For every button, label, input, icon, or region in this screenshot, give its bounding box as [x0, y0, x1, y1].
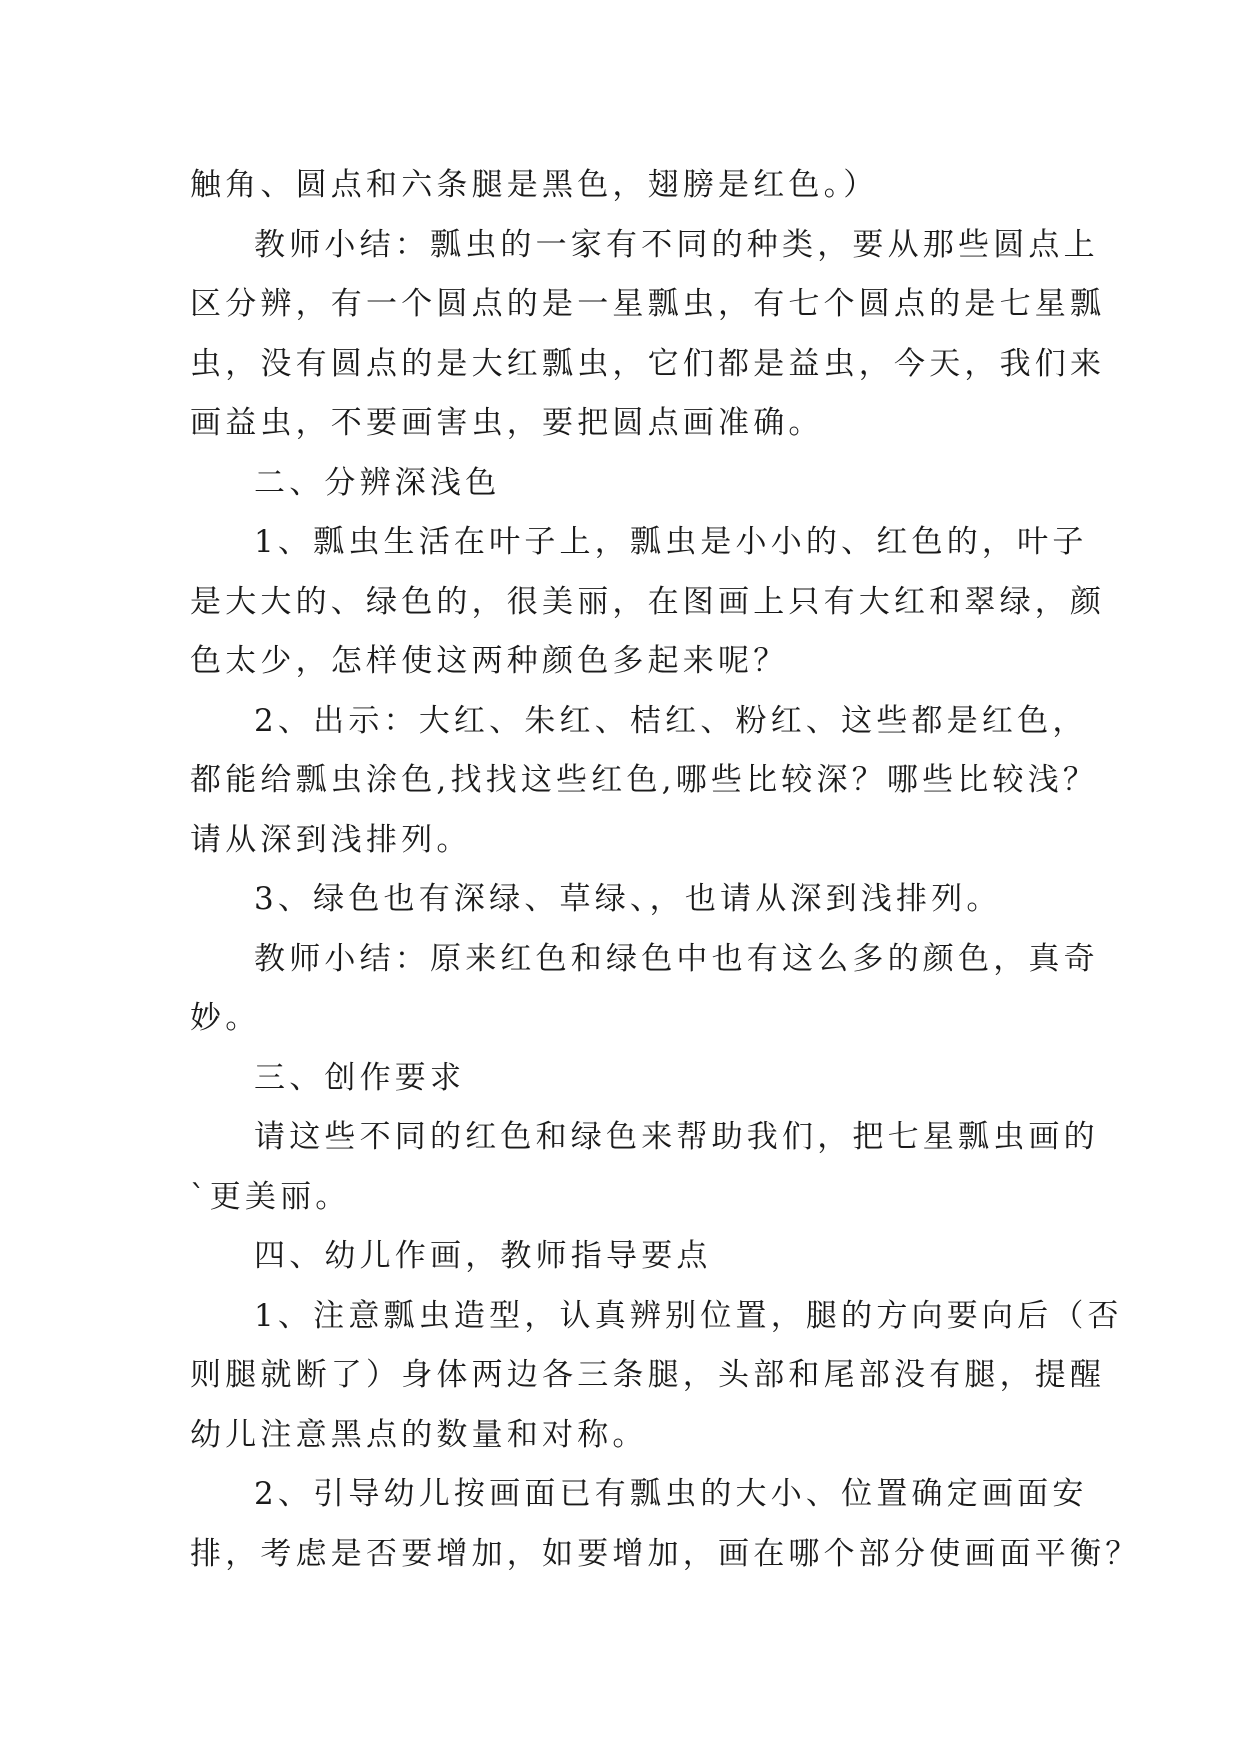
text-line-11: 都能给瓢虫涂色,找找这些红色,哪些比较深？哪些比较浅？: [190, 762, 1099, 798]
text-line-8: 是大大的、绿色的，很美丽，在图画上只有大红和翠绿，颜: [190, 584, 1106, 620]
text-line-9: 色太少，怎样使这两种颜色多起来呢？: [190, 643, 789, 679]
text-line-4: 虫，没有圆点的是大红瓢虫，它们都是益虫，今天，我们来: [190, 346, 1106, 382]
text-line-20: 1、注意瓢虫造型，认真辨别位置，腿的方向要向后（否: [254, 1298, 1123, 1334]
text-line-5: 画益虫，不要画害虫，要把圆点画准确。: [190, 405, 824, 441]
text-line-3: 区分辨，有一个圆点的是一星瓢虫，有七个圆点的是七星瓢: [190, 286, 1106, 322]
text-line-14: 教师小结：原来红色和绿色中也有这么多的颜色，真奇: [254, 941, 1099, 977]
text-line-24: 排，考虑是否要增加，如要增加，画在哪个部分使画面平衡？: [190, 1536, 1141, 1572]
text-line-7: 1、瓢虫生活在叶子上，瓢虫是小小的、红色的，叶子: [254, 524, 1088, 560]
text-line-17: 请这些不同的红色和绿色来帮助我们，把七星瓢虫画的: [254, 1119, 1099, 1155]
text-line-1: 触角、圆点和六条腿是黑色，翅膀是红色。）: [190, 167, 879, 203]
text-line-21: 则腿就断了）身体两边各三条腿，头部和尾部没有腿，提醒: [190, 1357, 1106, 1393]
text-line-10: 2、出示：大红、朱红、桔红、粉红、这些都是红色，: [254, 703, 1088, 739]
text-line-13: 3、绿色也有深绿、草绿、，也请从深到浅排列。: [254, 881, 1002, 917]
text-line-12: 请从深到浅排列。: [190, 822, 472, 858]
section-heading-3: 三、创作要求: [254, 1060, 466, 1096]
section-heading-2: 二、分辨深浅色: [254, 465, 501, 501]
text-line-22: 幼儿注意黑点的数量和对称。: [190, 1417, 648, 1453]
text-line-15: 妙。: [190, 1000, 261, 1036]
text-line-2: 教师小结：瓢虫的一家有不同的种类，要从那些圆点上: [254, 227, 1099, 263]
text-line-23: 2、引导幼儿按画面已有瓢虫的大小、位置确定画面安: [254, 1476, 1088, 1512]
text-line-18: `更美丽。: [190, 1179, 351, 1215]
section-heading-4: 四、幼儿作画，教师指导要点: [254, 1238, 712, 1274]
